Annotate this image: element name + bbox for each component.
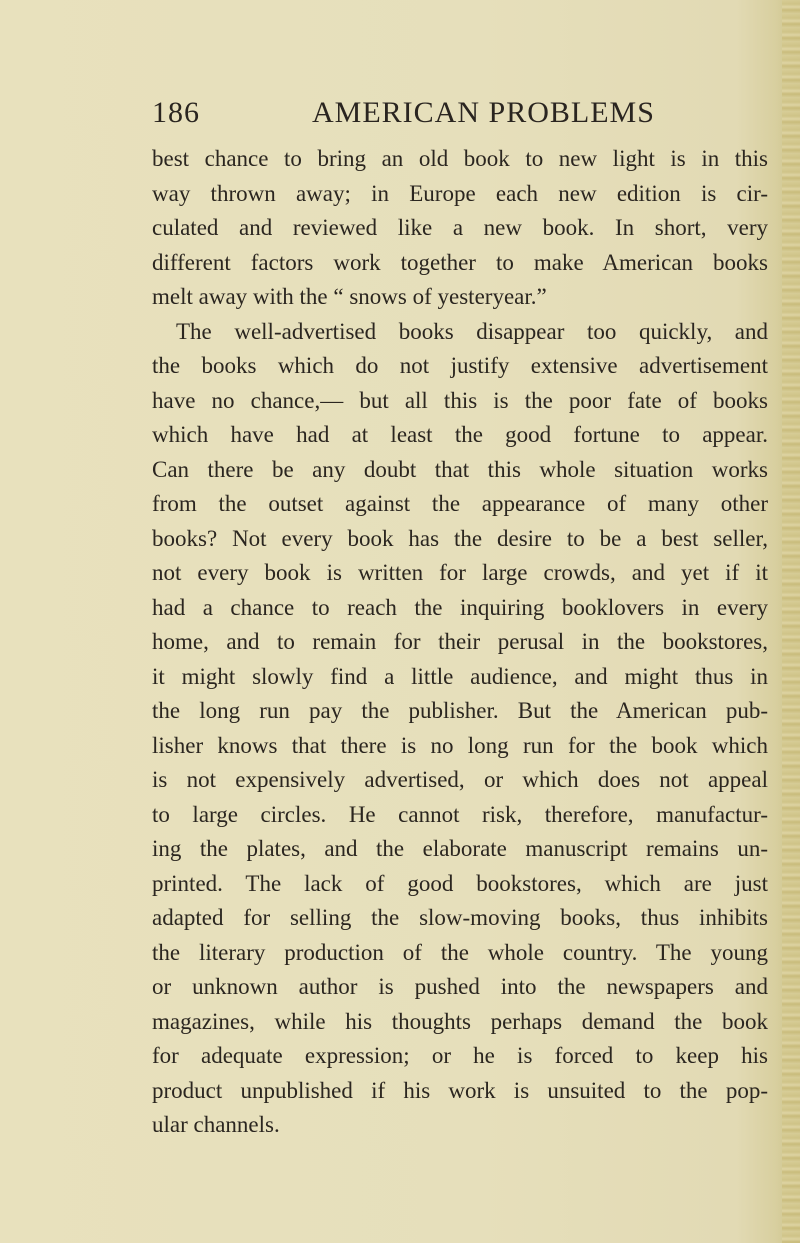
text-line: The well-advertised books disappear too quickly, and [176,318,768,344]
text-line: lisher knows that there is no long run for the book which [152,732,768,758]
text-line: the long run pay the publisher. But the American pub- [152,698,768,723]
text-line: have no chance,— but all this is the poor fate of books [152,387,768,413]
body-text [152,142,768,1143]
text-line: printed. The lack of good bookstores, which are just [152,870,768,896]
text-line: which have had at least the good fortune to appear. [152,422,768,447]
text-line: for adequate expression; or he is forced to keep his [152,1043,768,1068]
text-line: ing the plates, and the elaborate manuscript remains un- [152,836,768,861]
text-line: Can there be any doubt that this whole situation works [152,456,768,482]
page-number: 186 [152,96,200,129]
text-line: ular channels. [152,1112,280,1137]
text-line: to large circles. He cannot risk, therefore, manufactur- [152,801,768,827]
text-line: is not expensively advertised, or which does not appeal [152,767,768,792]
text-line: had a chance to reach the inquiring booklovers in every [152,594,768,620]
text-line: the literary production of the whole country. The young [152,939,768,965]
text-line: magazines, while his thoughts perhaps demand the book [152,1008,768,1034]
text-line: adapted for selling the slow-moving books, thus inhibits [152,905,768,930]
text-line: or unknown author is pushed into the newspapers and [152,974,768,999]
text-line: way thrown away; in Europe each new edition is cir- [152,180,768,206]
text-line: best chance to bring an old book to new light is in this [152,146,768,171]
text-line: different factors work together to make American books [152,249,768,275]
text-line: melt away with the “ snows of yesteryear.” [152,284,547,309]
text-line: books? Not every book has the desire to be a best seller, [152,525,768,551]
text-line: it might slowly find a little audience, and might thus in [152,663,768,689]
text-line: the books which do not justify extensive advertisement [152,353,768,378]
text-line: culated and reviewed like a new book. In short, very [152,215,768,240]
running-title: AMERICAN PROBLEMS [312,96,655,129]
page-edge [782,0,800,1243]
text-line: from the outset against the appearance of many other [152,491,768,516]
text-line: product unpublished if his work is unsuited to the pop- [152,1077,768,1103]
text-line: not every book is written for large crowds, and yet if it [152,560,768,585]
page-header [152,96,768,136]
text-line: home, and to remain for their perusal in the bookstores, [152,629,768,654]
